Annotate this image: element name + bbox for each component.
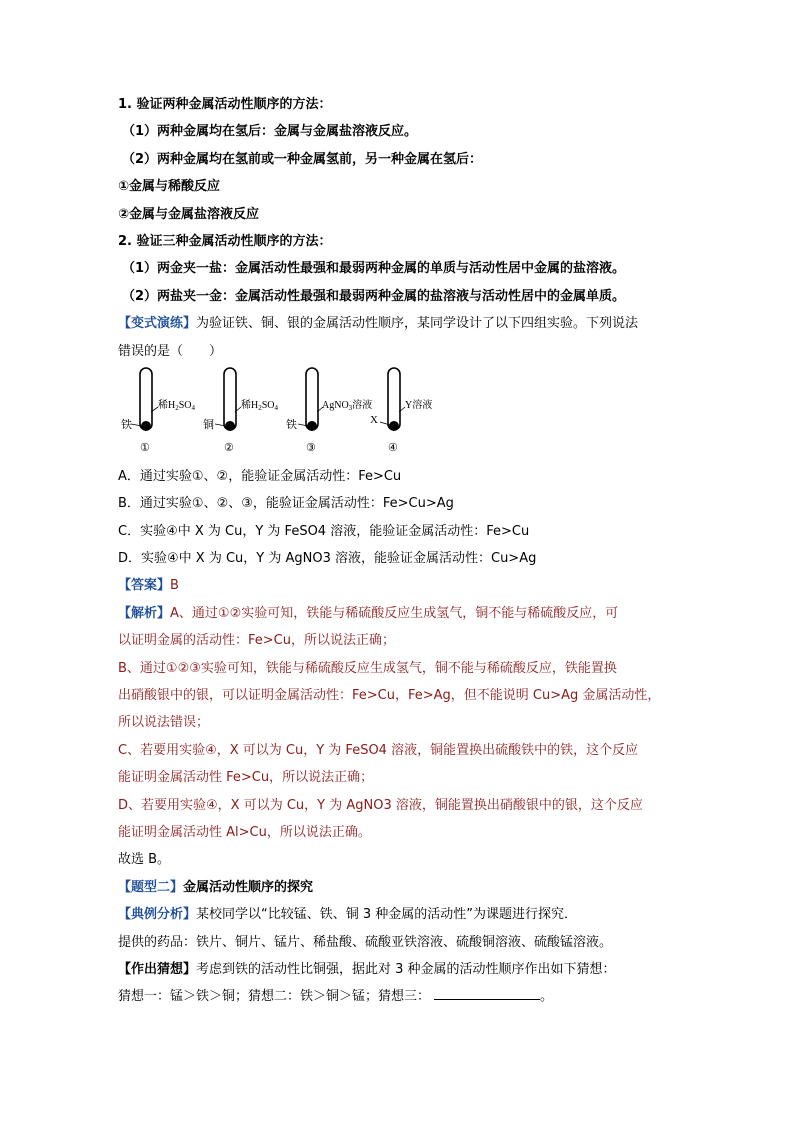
section1-sub1: ①金属与稀酸反应 <box>118 179 221 195</box>
option-a: A．通过实验①、②，能验证金属活动性：Fe>Cu <box>118 468 402 484</box>
guesses-text: 猜想一：锰＞铁＞铜；猜想二：铁＞铜＞锰；猜想三： <box>118 989 431 1005</box>
exercise-tag: 【变式演练】 <box>118 316 197 332</box>
test-tube-4 <box>370 368 432 454</box>
section1-item1: （1）两种金属均在氢后：金属与金属盐溶液反应。 <box>122 124 418 140</box>
example-drugs: 提供的药品：铁片、铜片、锰片、稀盐酸、硫酸亚铁溶液、硫酸铜溶液、硫酸锰溶液。 <box>118 934 613 950</box>
tube-4-number: ④ <box>388 441 398 454</box>
tube-1-body <box>140 368 152 430</box>
tube-1-metal <box>141 421 151 431</box>
guess-line <box>118 956 678 983</box>
guess-tag: 【作出猜想】 <box>118 961 197 977</box>
analysis-text-1: A、通过①②实验可知，铁能与稀硫酸反应生成氢气，铜不能与稀硫酸反应，可 <box>170 605 619 621</box>
example-text: 某校同学以“比较锰、铁、铜 3 种金属的活动性”为课题进行探究． <box>196 907 578 923</box>
exercise-stem-line1: 为验证铁、铜、银的金属活动性顺序，某同学设计了以下四组实验。下列说法 <box>196 316 639 332</box>
analysis-line4: 出硝酸银中的银，可以证明金属活动性：Fe>Cu，Fe>Ag，但不能说明 Cu>Ag 金属活动性， <box>118 688 661 704</box>
analysis-line5: 所以说法错误； <box>118 715 210 731</box>
example-tag: 【典例分析】 <box>118 907 197 923</box>
test-tube-3 <box>286 368 372 454</box>
tube-4-metal-label: X <box>370 413 378 426</box>
answer-line <box>118 572 678 599</box>
tube-3-number: ③ <box>306 441 316 454</box>
guess3-answer-blank[interactable] <box>434 987 540 1000</box>
answer-value: B <box>170 578 179 594</box>
test-tube-figure <box>118 365 448 463</box>
section2-item1: （1）两金夹一盐：金属活动性最强和最弱两种金属的单质与活动性居中金属的盐溶液。 <box>122 261 626 277</box>
example-line <box>118 901 678 928</box>
tube-3-body <box>306 368 318 430</box>
tube-3-reagent-label: AgNO$_3$溶液 <box>322 399 373 412</box>
tube-4-reagent-label: Y溶液 <box>405 399 433 411</box>
option-c: C．实验④中 X 为 Cu，Y 为 FeSO4 溶液，能验证金属活动性：Fe>Cu <box>118 523 530 539</box>
option-b: B．通过实验①、②、③，能验证金属活动性：Fe>Cu>Ag <box>118 496 454 512</box>
document-body <box>118 91 678 1011</box>
tube-2-reagent-label: 稀$H_2SO_4$ <box>241 399 279 412</box>
test-tube-1 <box>121 368 196 454</box>
guesses-period: 。 <box>540 989 554 1005</box>
topic2-title: 金属活动性顺序的探究 <box>183 879 314 895</box>
tube-2-body <box>224 368 236 430</box>
analysis-tag: 【解析】 <box>118 605 171 621</box>
tube-1-reagent-label: 稀$H_2SO_4$ <box>158 399 196 412</box>
tube-1-number: ① <box>140 441 150 454</box>
guess-text: 考虑到铁的活动性比铜强，据此对 3 种金属的活动性顺序作出如下猜想： <box>196 961 616 977</box>
tube-3-metal <box>307 421 317 431</box>
section1-item2: （2）两种金属均在氢前或一种金属氢前，另一种金属在氢后： <box>122 151 483 167</box>
guesses-line <box>118 983 678 1010</box>
section1-title: 1. 验证两种金属活动性顺序的方法： <box>118 97 332 112</box>
tube-4-metal <box>389 421 399 431</box>
test-tube-diagram <box>118 365 448 463</box>
analysis-line6: C、若要用实验④，X 可以为 Cu，Y 为 FeSO4 溶液，铜能置换出硫酸铁中的铁，这个反应 <box>118 742 639 758</box>
analysis-conclusion: 故选 B。 <box>118 852 171 868</box>
section2-title: 2. 验证三种金属活动性顺序的方法： <box>118 233 332 249</box>
analysis-line8: D、若要用实验④，X 可以为 Cu，Y 为 AgNO3 溶液，铜能置换出硝酸银中的银，这个反应 <box>118 797 643 813</box>
tube-1-metal-label: 铁 <box>121 418 132 431</box>
tube-2-metal <box>225 421 235 431</box>
exercise-stem <box>118 310 678 337</box>
analysis-line7: 能证明金属活动性 Fe>Cu，所以说法正确； <box>118 770 374 786</box>
test-tube-2 <box>203 368 279 454</box>
analysis-line3: B、通过①②③实验可知，铁能与稀硫酸反应生成氢气，铜不能与稀硫酸反应，铁能置换 <box>118 660 617 676</box>
topic2-heading <box>118 874 678 901</box>
answer-tag: 【答案】 <box>118 578 171 594</box>
option-d: D．实验④中 X 为 Cu，Y 为 AgNO3 溶液，能验证金属活动性：Cu>Ag <box>118 551 537 567</box>
section1-sub2: ②金属与金属盐溶液反应 <box>118 206 260 222</box>
exercise-stem-line2: 错误的是（ ） <box>118 343 223 359</box>
analysis-line1 <box>118 600 678 627</box>
analysis-line9: 能证明金属活动性 Al>Cu，所以说法正确。 <box>118 824 371 840</box>
tube-4-body <box>388 368 400 430</box>
section2-item2: （2）两盐夹一金：金属活动性最强和最弱两种金属的盐溶液与活动性居中的金属单质。 <box>122 288 626 304</box>
topic2-tag: 【题型二】 <box>118 879 184 895</box>
tube-3-metal-label: 铁 <box>286 418 297 431</box>
tube-2-metal-label: 铜 <box>203 418 214 431</box>
tube-2-number: ② <box>224 441 234 454</box>
analysis-line2: 以证明金属的活动性：Fe>Cu，所以说法正确； <box>118 633 395 649</box>
